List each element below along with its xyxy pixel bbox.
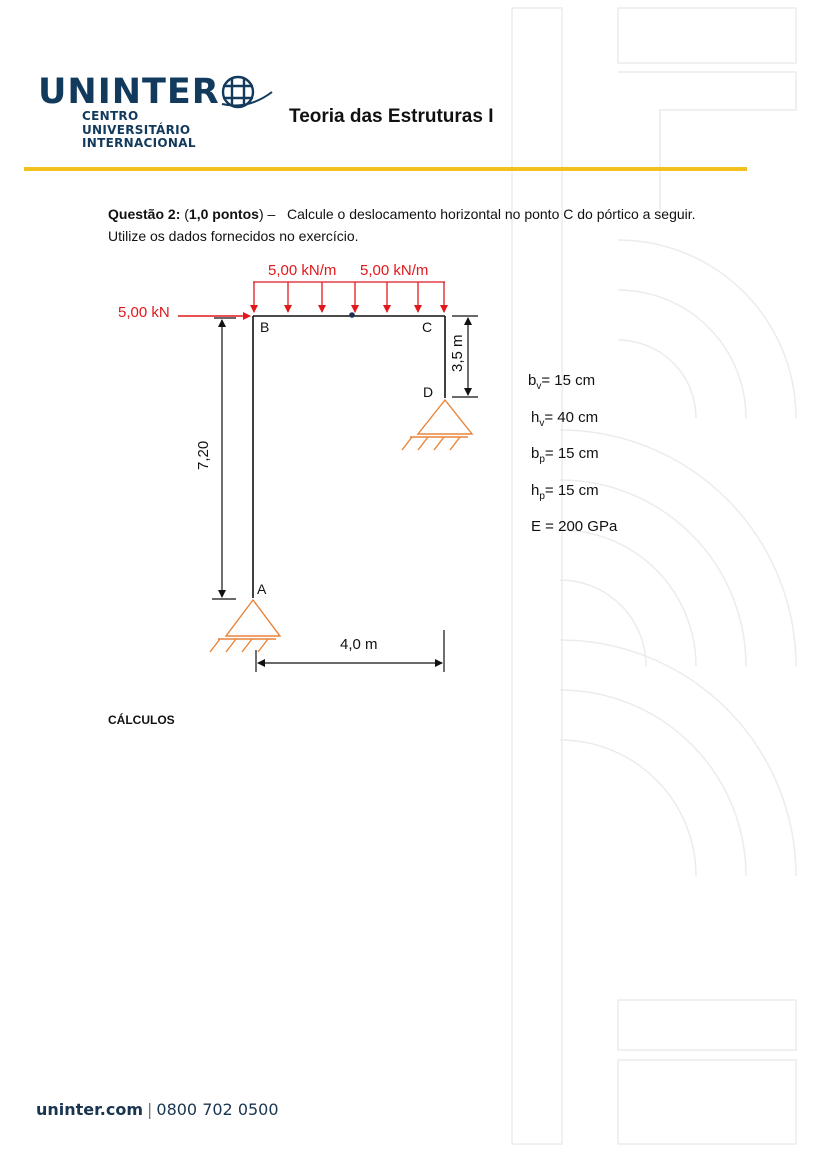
property-hp: $h_p= 15$ cm [531, 481, 599, 502]
distributed-load [253, 282, 445, 312]
frame-members [253, 316, 445, 598]
question-points: 1,0 pontos [188, 206, 259, 222]
document-title: Teoria das Estruturas I [289, 106, 494, 127]
frame-diagram [0, 250, 820, 690]
globe-icon [218, 74, 274, 114]
property-hv: $h_v= 40$ cm [531, 408, 599, 429]
dimension-left-height [212, 318, 236, 599]
question-label: Questão 2: [108, 206, 181, 222]
footer-phone: 0800 702 0500 [156, 1100, 279, 1119]
section-properties [528, 372, 617, 555]
footer-separator: | [147, 1100, 153, 1119]
dim-width-label: 4,0 m [340, 636, 378, 653]
dim-height-right-label: 3,5 m [449, 334, 466, 372]
point-load-label: 5,00 kN [118, 304, 170, 321]
property-bv: $b_v= 15$ cm [528, 372, 596, 392]
dim-height-left-label: 7,20 [195, 440, 212, 470]
dist-load-right-label: 5,00 kN/m [360, 262, 429, 279]
logo-wordmark: UNINTER [38, 72, 220, 112]
pin-support-a [210, 600, 280, 652]
dist-load-left-label: 5,00 kN/m [268, 262, 337, 279]
node-d-label: D [423, 384, 434, 400]
property-e: E = 200 GPa [531, 518, 618, 535]
header-divider [24, 167, 747, 171]
footer-site[interactable]: uninter.com [36, 1100, 143, 1119]
calculations-heading: CÁLCULOS [108, 713, 175, 727]
node-a-label: A [257, 581, 267, 597]
question-statement: Questão 2: (1,0 pontos) – Calcule o deslocamento horizontal no ponto C do pórtico a seguir. Utilize os dados fornecidos no exercício. [108, 206, 696, 244]
pin-support-d [402, 400, 472, 450]
property-bp: $b_p= 15$ cm [531, 445, 599, 465]
footer [36, 1100, 279, 1119]
uninter-logo [38, 72, 248, 150]
question-text: Calcule o deslocamento horizontal no ponto C do pórtico a seguir. Utilize os dados fornecidos no exercício. [108, 206, 696, 244]
logo-subtitle: CENTRO UNIVERSITÁRIO INTERNACIONAL [82, 109, 196, 150]
node-c-label: C [422, 319, 433, 335]
node-b-label: B [260, 319, 270, 335]
internal-hinge [349, 312, 355, 318]
